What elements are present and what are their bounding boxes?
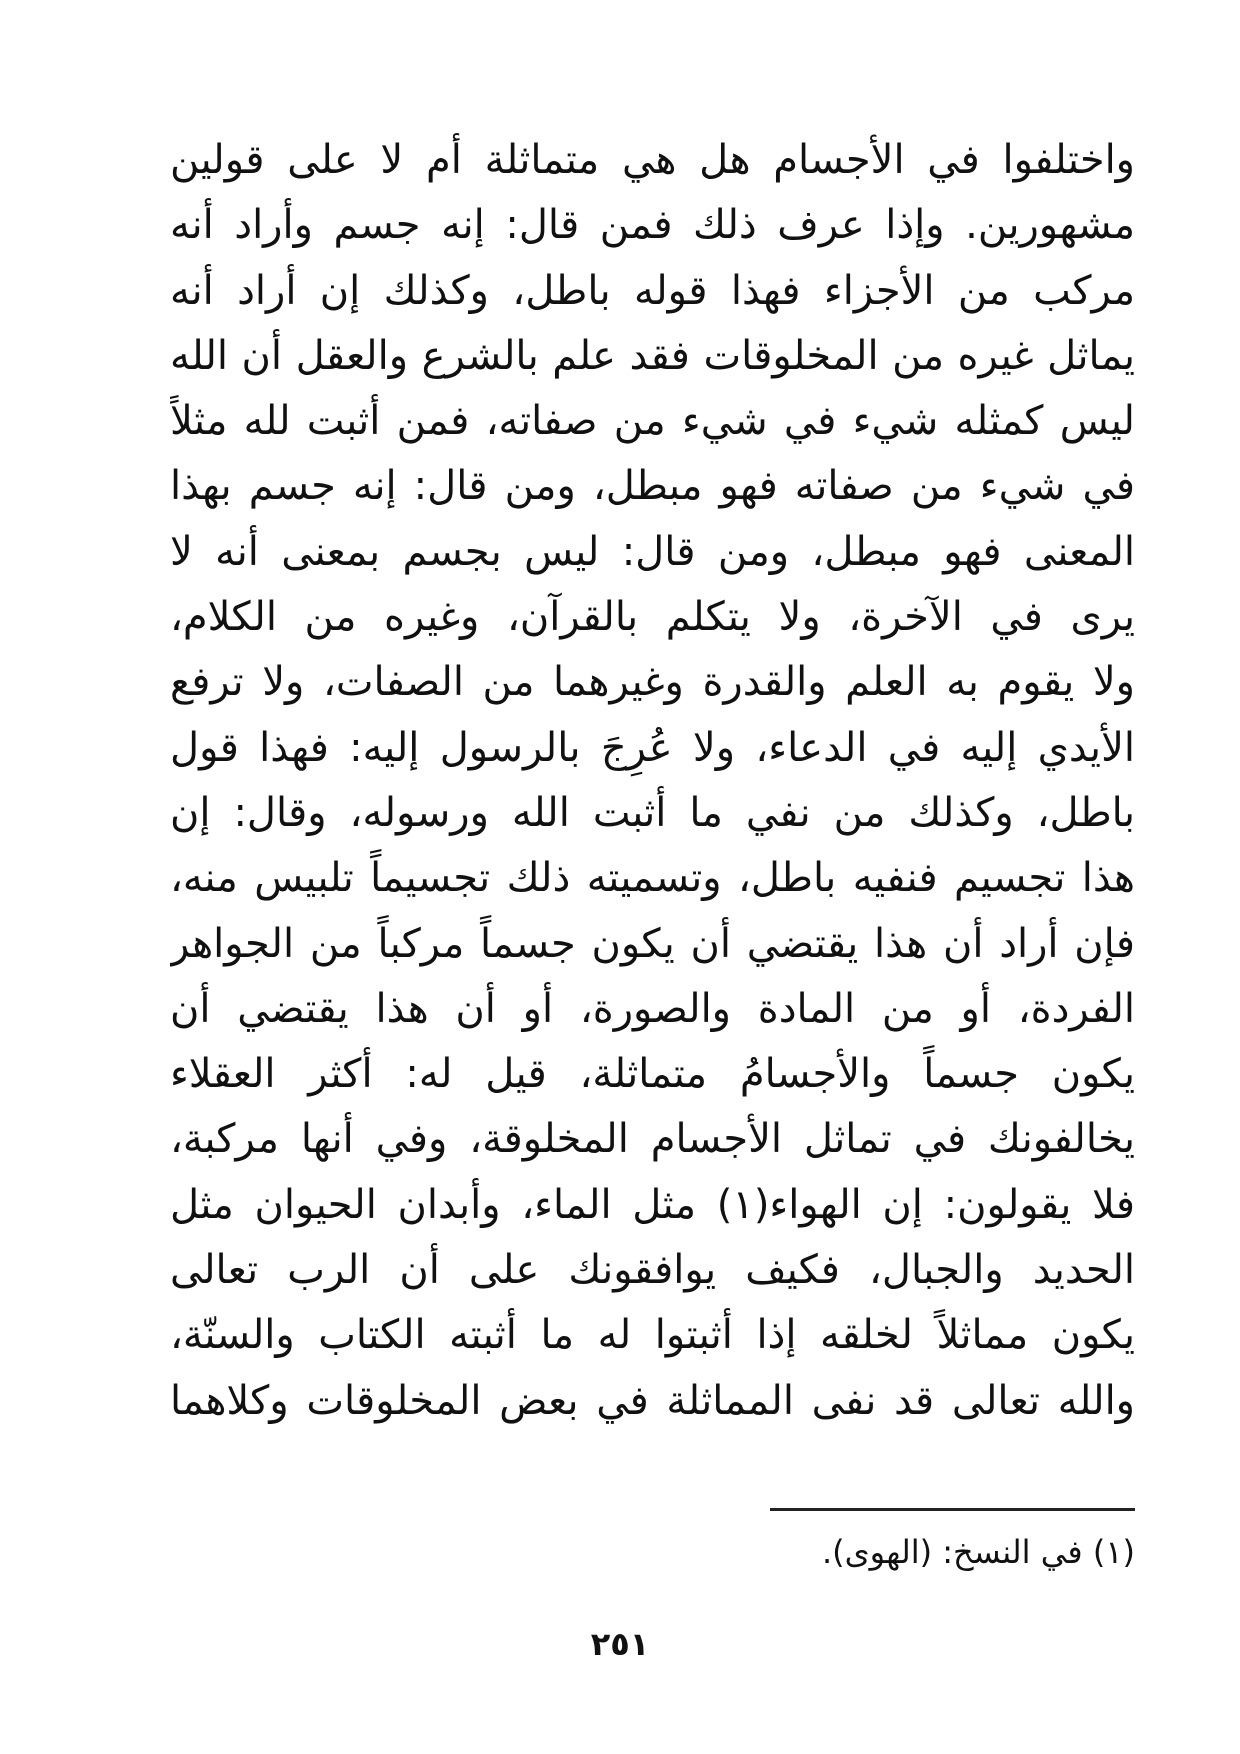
text-line: هذا تجسيم فنفيه باطل، وتسميته ذلك تجسيماً تلبيس منه، — [170, 855, 1135, 902]
footnote: (١) في النسخ: (الهوى). — [821, 1533, 1135, 1571]
text-line: المعنى فهو مبطل، ومن قال: ليس بجسم بمعنى أنه لا — [170, 528, 1135, 575]
text-line: ليس كمثله شيء في شيء من صفاته، فمن أثبت لله مثلاً — [170, 398, 1135, 445]
text-line: الفردة، أو من المادة والصورة، أو أن هذا يقتضي أن — [170, 985, 1135, 1032]
text-line: مشهورين. وإذا عرف ذلك فمن قال: إنه جسم وأراد أنه — [170, 202, 1135, 249]
text-line: في شيء من صفاته فهو مبطل، ومن قال: إنه جسم بهذا — [170, 463, 1135, 510]
text-line: الحديد والجبال، فكيف يوافقونك على أن الرب تعالى — [170, 1247, 1135, 1294]
text-line: يماثل غيره من المخلوقات فقد علم بالشرع والعقل أن الله — [170, 332, 1135, 379]
page-number: ٢٥١ — [590, 1625, 650, 1663]
text-line: يكون جسماً والأجسامُ متماثلة، قيل له: أكثر العقلاء — [170, 1051, 1135, 1098]
text-line: فلا يقولون: إن الهواء(١) مثل الماء، وأبدان الحيوان مثل — [170, 1181, 1135, 1228]
body-text — [170, 128, 1135, 1434]
text-line: يرى في الآخرة، ولا يتكلم بالقرآن، وغيره من الكلام، — [170, 594, 1135, 641]
text-line: واختلفوا في الأجسام هل هي متماثلة أم لا على قولين — [170, 137, 1135, 183]
text-line: الأيدي إليه في الدعاء، ولا عُرِجَ بالرسول إليه: فهذا قول — [170, 724, 1135, 771]
text-line: يكون مماثلاً لخلقه إذا أثبتوا له ما أثبته الكتاب والسنّة، — [170, 1312, 1135, 1359]
text-line: والله تعالى قد نفى المماثلة في بعض المخلوقات وكلاهما — [170, 1377, 1135, 1424]
text-line: ولا يقوم به العلم والقدرة وغيرهما من الصفات، ولا ترفع — [170, 659, 1135, 706]
footnote-divider — [770, 1508, 1135, 1511]
text-line: مركب من الأجزاء فهذا قوله باطل، وكذلك إن أراد أنه — [170, 267, 1135, 314]
text-line: باطل، وكذلك من نفي ما أثبت الله ورسوله، وقال: إن — [170, 789, 1135, 836]
text-line: يخالفونك في تماثل الأجسام المخلوقة، وفي أنها مركبة، — [170, 1116, 1135, 1163]
text-line: فإن أراد أن هذا يقتضي أن يكون جسماً مركباً من الجواهر — [170, 920, 1135, 967]
